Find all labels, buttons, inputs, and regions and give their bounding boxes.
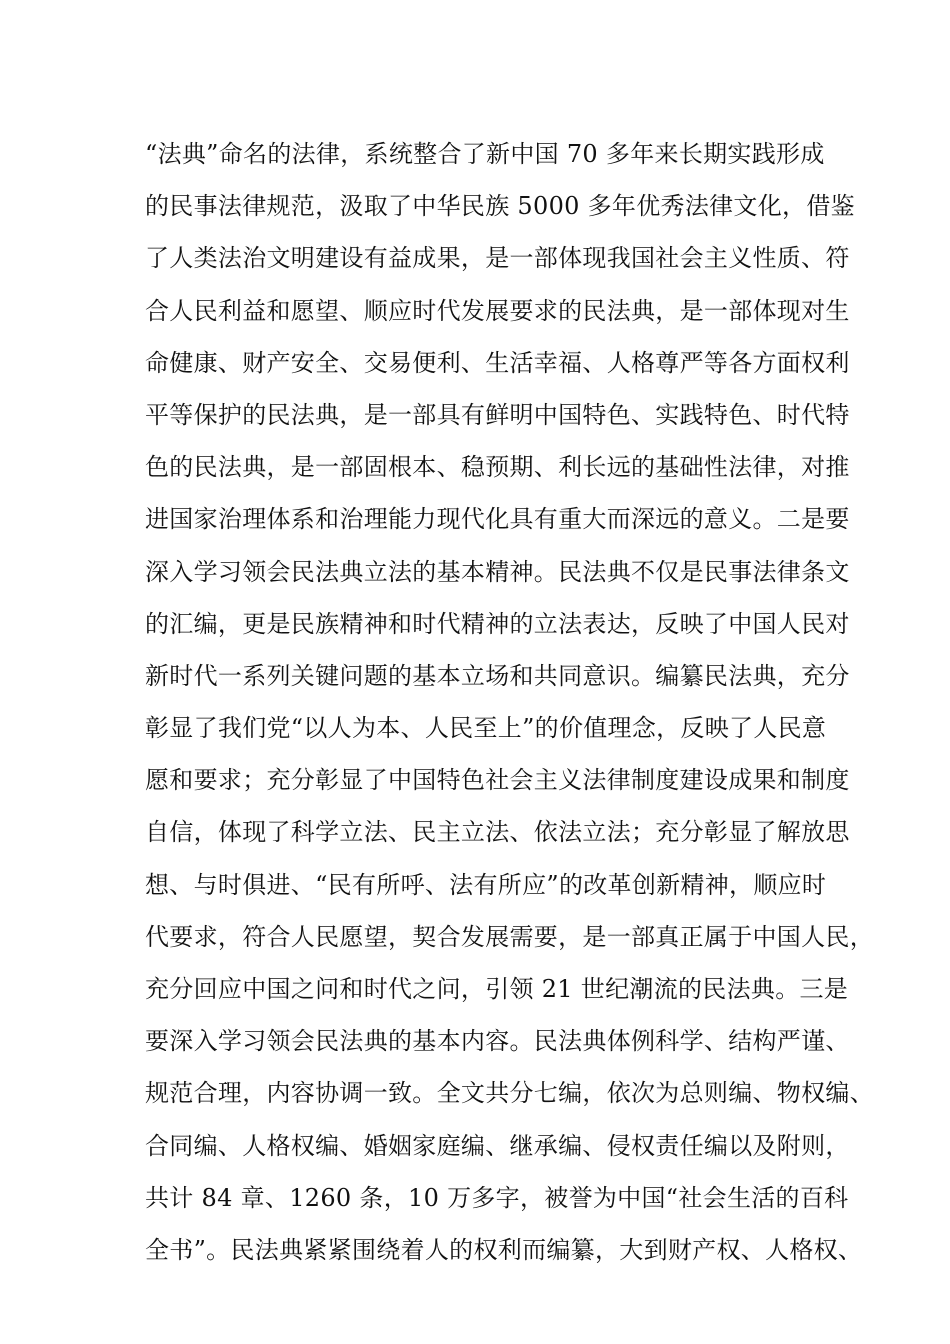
text-line: 深入学习领会民法典立法的基本精神。民法典不仅是民事法律条文: [145, 557, 850, 586]
text-line: 充分回应中国之问和时代之问，引领 21 世纪潮流的民法典。三是: [145, 975, 849, 1003]
text-line: 的民事法律规范，汲取了中华民族 5000 多年优秀法律文化，借鉴: [145, 192, 855, 221]
text-line: 的汇编，更是民族精神和时代精神的立法表达，反映了中国人民对: [145, 609, 850, 638]
text-line: 进国家治理体系和治理能力现代化具有重大而深远的意义。二是要: [145, 505, 850, 534]
text-line: 命健康、财产安全、交易便利、生活幸福、人格尊严等各方面权利: [145, 348, 850, 377]
body-text: [145, 128, 874, 1276]
text-line: 平等保护的民法典，是一部具有鲜明中国特色、实践特色、时代特: [145, 400, 850, 429]
text-line: 代要求，符合人民愿望，契合发展需要，是一部真正属于中国人民，: [145, 922, 874, 951]
text-line: 合人民利益和愿望、顺应时代发展要求的民法典，是一部体现对生: [145, 296, 850, 325]
text-line: 愿和要求；充分彰显了中国特色社会主义法律制度建设成果和制度: [145, 766, 850, 795]
text-line: 色的民法典，是一部固根本、稳预期、利长远的基础性法律，对推: [145, 453, 850, 482]
text-line: 想、与时俱进、“民有所呼、法有所应”的改革创新精神，顺应时: [145, 870, 827, 899]
text-line: 全书”。民法典紧紧围绕着人的权利而编纂，大到财产权、人格权、: [145, 1235, 863, 1264]
text-line: 新时代一系列关键问题的基本立场和共同意识。编纂民法典，充分: [145, 661, 850, 690]
text-line: 合同编、人格权编、婚姻家庭编、继承编、侵权责任编以及附则，: [145, 1131, 850, 1160]
text-line: “法典”命名的法律，系统整合了新中国 70 多年来长期实践形成: [145, 140, 825, 168]
text-line: 共计 84 章、1260 条，10 万多字，被誉为中国“社会生活的百科: [145, 1183, 849, 1212]
text-line: 要深入学习领会民法典的基本内容。民法典体例科学、结构严谨、: [145, 1027, 850, 1056]
text-line: 规范合理，内容协调一致。全文共分七编，依次为总则编、物权编、: [145, 1079, 874, 1108]
text-line: 了人类法治文明建设有益成果，是一部体现我国社会主义性质、符: [145, 244, 850, 273]
text-line: 彰显了我们党“以人为本、人民至上”的价值理念，反映了人民意: [145, 714, 827, 743]
text-line: 自信，体现了科学立法、民主立法、依法立法；充分彰显了解放思: [145, 818, 850, 847]
